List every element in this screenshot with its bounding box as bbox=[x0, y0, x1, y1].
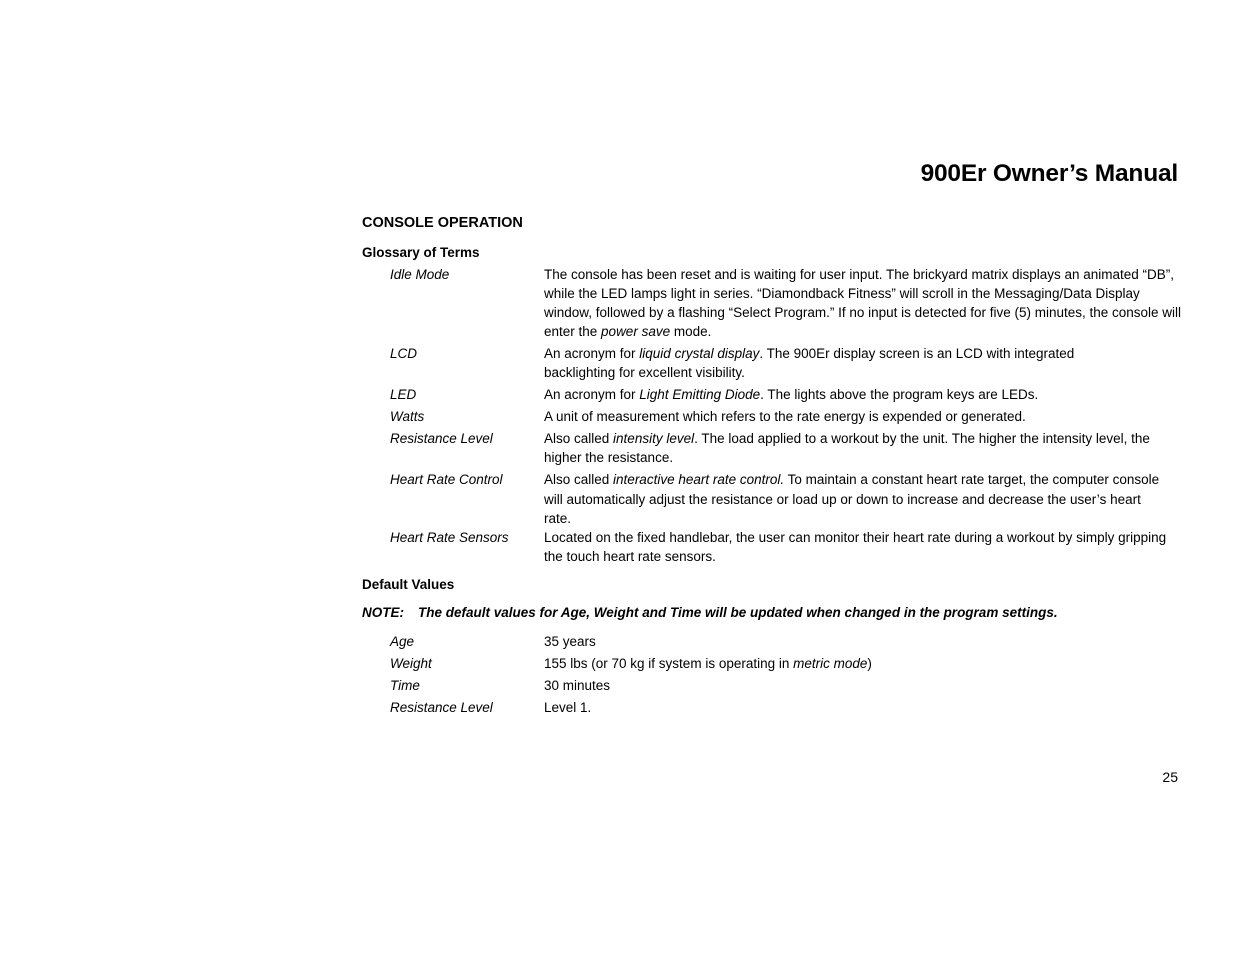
defaults-note bbox=[362, 605, 1058, 620]
default-values-title: Default Values bbox=[362, 577, 455, 592]
page-header-title: 900Er Owner’s Manual bbox=[920, 160, 1178, 187]
glossary-definition: Also called interactive heart rate control. To maintain a constant heart rate target, the computer console will automatically adjust the resistance or load up or down to increase and decrease the user’s heart rate. bbox=[544, 472, 1160, 526]
default-value: 35 years bbox=[544, 634, 596, 649]
glossary-definition: An acronym for liquid crystal display. The 900Er display screen is an LCD with integrated backlighting for excellent visibility. bbox=[544, 346, 1075, 380]
note-label: NOTE: bbox=[362, 605, 404, 620]
glossary-title: Glossary of Terms bbox=[362, 245, 480, 260]
glossary-term: LED bbox=[390, 387, 417, 402]
glossary-term: Heart Rate Sensors bbox=[390, 530, 509, 545]
glossary-definition: An acronym for Light Emitting Diode. The lights above the program keys are LEDs. bbox=[544, 387, 1039, 402]
default-value: Level 1. bbox=[544, 700, 592, 715]
default-value: 30 minutes bbox=[544, 678, 611, 693]
default-term: Age bbox=[390, 634, 415, 649]
glossary-definition: The console has been reset and is waiting for user input. The brickyard matrix displays an animated “DB”, while the LED lamps light in series. “Diamondback Fitness” will scroll in the Messaging/Data Display window, followed by a flashing “Select Program.” If no input is detected for five (5) minutes, the console will enter the power save mode. bbox=[544, 267, 1182, 339]
default-term: Time bbox=[390, 678, 420, 693]
default-value: 155 lbs (or 70 kg if system is operating in metric mode) bbox=[544, 656, 872, 671]
default-term: Resistance Level bbox=[390, 700, 493, 715]
section-title: CONSOLE OPERATION bbox=[362, 215, 523, 231]
glossary-term: Idle Mode bbox=[390, 267, 450, 282]
page-number: 25 bbox=[1162, 769, 1178, 785]
glossary-term: LCD bbox=[390, 346, 418, 361]
glossary-definition: Also called intensity level. The load applied to a workout by the unit. The higher the intensity level, the higher the resistance. bbox=[544, 431, 1150, 465]
glossary-definition: Located on the fixed handlebar, the user can monitor their heart rate during a workout by simply gripping the touch heart rate sensors. bbox=[544, 530, 1167, 564]
default-term: Weight bbox=[390, 656, 432, 671]
glossary-definition: A unit of measurement which refers to the rate energy is expended or generated. bbox=[544, 409, 1026, 424]
note-text: The default values for Age, Weight and Time will be updated when changed in the program settings. bbox=[418, 605, 1058, 620]
glossary-term: Heart Rate Control bbox=[390, 472, 503, 487]
glossary-term: Watts bbox=[390, 409, 425, 424]
glossary-term: Resistance Level bbox=[390, 431, 493, 446]
